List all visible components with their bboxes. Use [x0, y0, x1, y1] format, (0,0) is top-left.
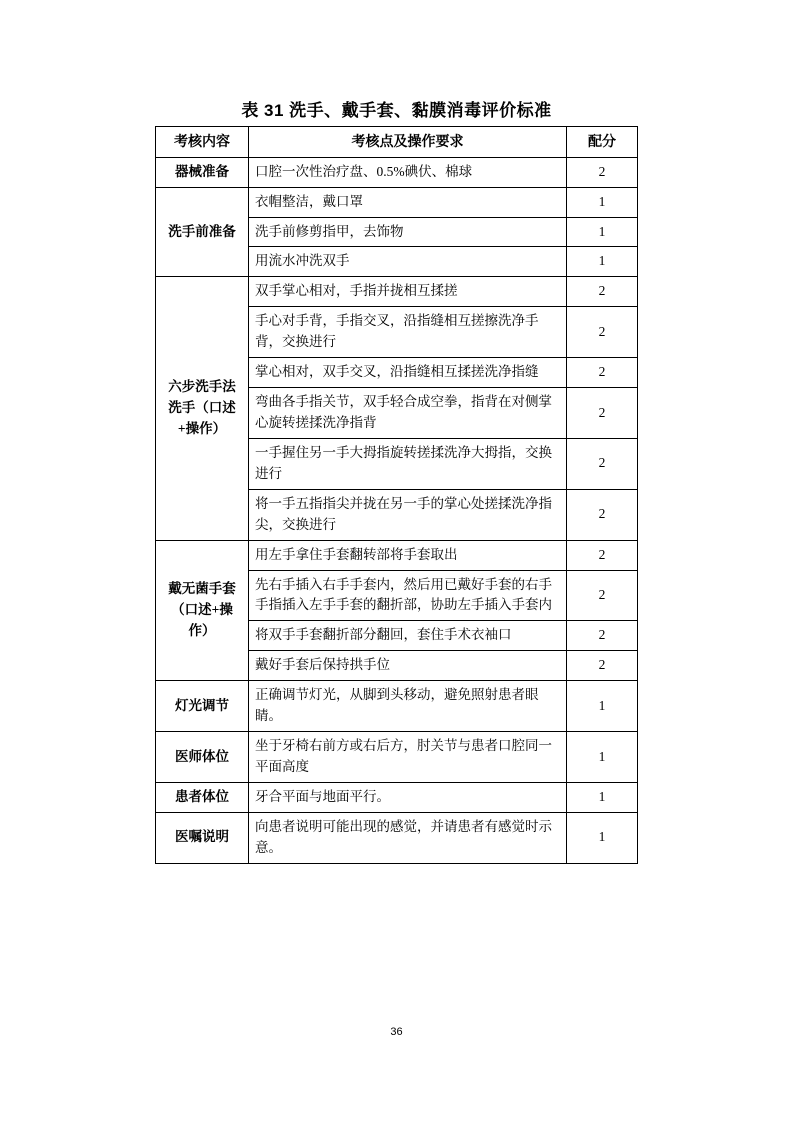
row-score: 2 [567, 438, 638, 489]
table-row [156, 782, 638, 812]
page-number: 36 [390, 1026, 403, 1038]
row-requirement: 将双手手套翻折部分翻回，套住手术衣袖口 [249, 621, 567, 651]
row-score: 2 [567, 489, 638, 540]
row-score: 2 [567, 621, 638, 651]
row-requirement: 牙合平面与地面平行。 [249, 782, 567, 812]
table-row [156, 732, 638, 783]
row-requirement: 弯曲各手指关节，双手轻合成空拳，指背在对侧掌心旋转搓揉洗净指背 [249, 388, 567, 439]
row-requirement: 手心对手背，手指交叉，沿指缝相互搓擦洗净手背，交换进行 [249, 307, 567, 358]
row-requirement: 一手握住另一手大拇指旋转搓揉洗净大拇指，交换进行 [249, 438, 567, 489]
row-score: 1 [567, 782, 638, 812]
row-requirement: 双手掌心相对，手指并拢相互揉搓 [249, 277, 567, 307]
row-requirement: 正确调节灯光，从脚到头移动，避免照射患者眼睛。 [249, 681, 567, 732]
column-header-score: 配分 [567, 127, 638, 158]
row-score: 1 [567, 247, 638, 277]
row-category: 戴无菌手套（口述+操作） [156, 540, 249, 681]
row-requirement: 将一手五指指尖并拢在另一手的掌心处搓揉洗净指尖，交换进行 [249, 489, 567, 540]
row-requirement: 洗手前修剪指甲，去饰物 [249, 217, 567, 247]
row-requirement: 先右手插入右手手套内，然后用已戴好手套的右手手指插入左手手套的翻折部，协助左手插入手套内 [249, 570, 567, 621]
table-row [156, 277, 638, 307]
row-score: 1 [567, 732, 638, 783]
column-header-category: 考核内容 [156, 127, 249, 158]
row-category: 患者体位 [156, 782, 249, 812]
row-requirement: 口腔一次性治疗盘、0.5%碘伏、棉球 [249, 157, 567, 187]
table-row [156, 681, 638, 732]
row-requirement: 衣帽整洁，戴口罩 [249, 187, 567, 217]
table-row [156, 812, 638, 863]
row-category: 洗手前准备 [156, 187, 249, 277]
row-score: 1 [567, 217, 638, 247]
row-category: 器械准备 [156, 157, 249, 187]
column-header-requirements: 考核点及操作要求 [249, 127, 567, 158]
row-requirement: 戴好手套后保持拱手位 [249, 651, 567, 681]
row-score: 1 [567, 812, 638, 863]
row-requirement: 用左手拿住手套翻转部将手套取出 [249, 540, 567, 570]
row-category: 六步洗手法洗手（口述+操作） [156, 277, 249, 540]
evaluation-criteria-table [155, 126, 638, 864]
row-score: 2 [567, 157, 638, 187]
row-score: 1 [567, 681, 638, 732]
row-score: 1 [567, 187, 638, 217]
table-row [156, 157, 638, 187]
row-category: 灯光调节 [156, 681, 249, 732]
table-row [156, 540, 638, 570]
row-score: 2 [567, 570, 638, 621]
row-category: 医师体位 [156, 732, 249, 783]
row-score: 2 [567, 651, 638, 681]
table-header-row [156, 127, 638, 158]
row-score: 2 [567, 277, 638, 307]
row-score: 2 [567, 540, 638, 570]
row-requirement: 坐于牙椅右前方或右后方，肘关节与患者口腔同一平面高度 [249, 732, 567, 783]
table-body [156, 157, 638, 863]
row-score: 2 [567, 307, 638, 358]
row-requirement: 掌心相对，双手交叉，沿指缝相互揉搓洗净指缝 [249, 358, 567, 388]
row-score: 2 [567, 388, 638, 439]
table-row [156, 187, 638, 217]
row-score: 2 [567, 358, 638, 388]
row-category: 医嘱说明 [156, 812, 249, 863]
row-requirement: 用流水冲洗双手 [249, 247, 567, 277]
row-requirement: 向患者说明可能出现的感觉，并请患者有感觉时示意。 [249, 812, 567, 863]
page-title: 表 31 洗手、戴手套、黏膜消毒评价标准 [241, 101, 552, 120]
